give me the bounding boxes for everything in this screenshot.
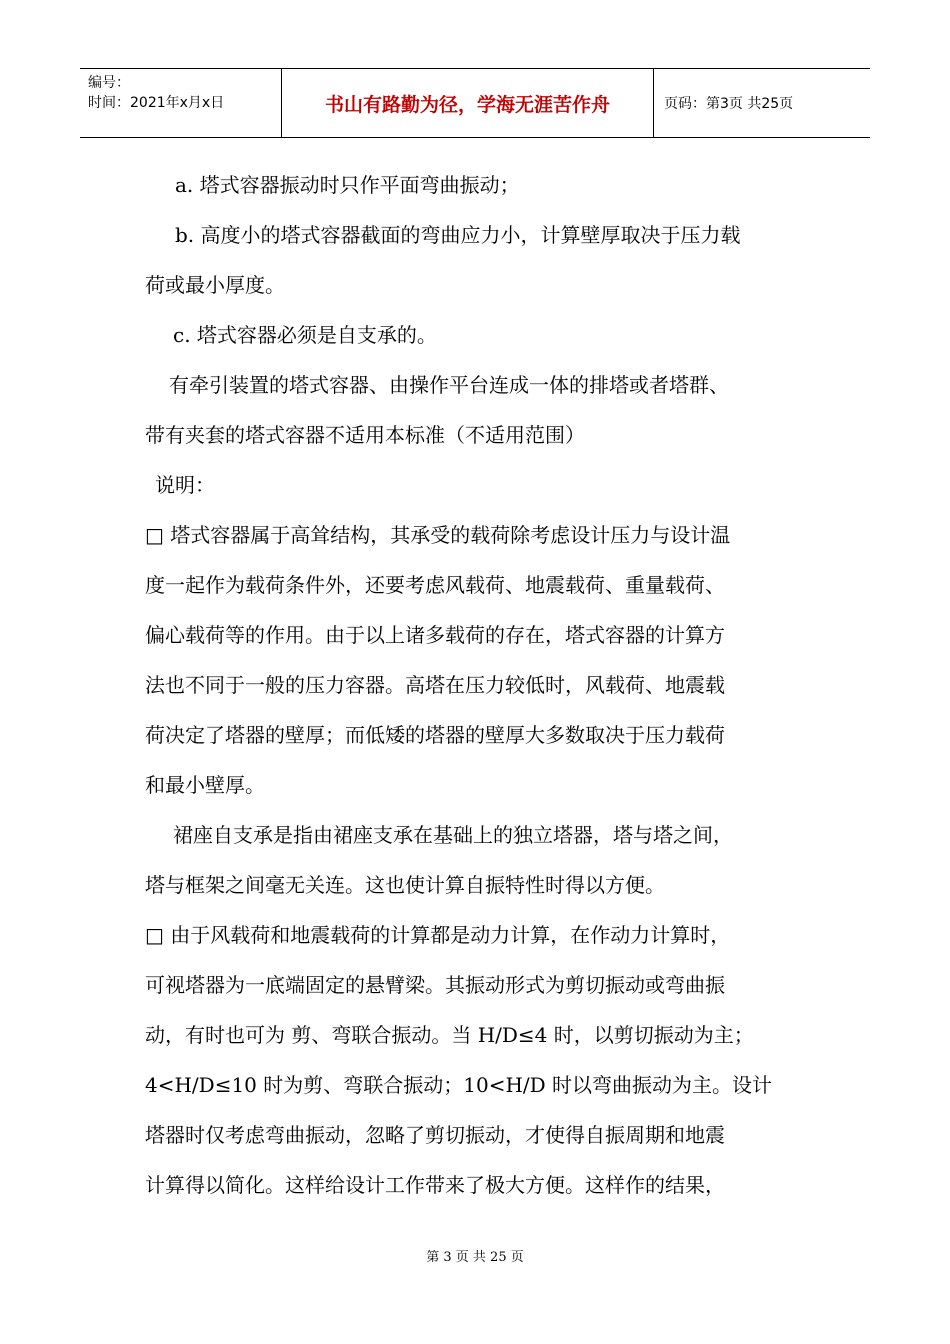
paragraph-line: 塔器时仅考虑弯曲振动，忽略了剪切振动，才使得自振周期和地震 (145, 1123, 725, 1147)
paragraph-line: □ 塔式容器属于高耸结构，其承受的载荷除考虑设计压力与设计温 (145, 523, 731, 547)
paragraph-line: 荷或最小厚度。 (145, 273, 285, 297)
paragraph-line: □ 由于风载荷和地震载荷的计算都是动力计算，在作动力计算时， (145, 923, 731, 947)
paragraph-line: 动，有时也可为 剪、弯联合振动。当 H/D≤4 时，以剪切振动为主； (145, 1023, 754, 1047)
paragraph-line: a. 塔式容器振动时只作平面弯曲振动； (175, 173, 520, 197)
paragraph-line: 带有夹套的塔式容器不适用本标准（不适用范围） (145, 423, 585, 447)
paragraph-line: 有牵引装置的塔式容器、由操作平台连成一体的排塔或者塔群、 (169, 373, 729, 397)
paragraph-line: 4<H/D≤10 时为剪、弯联合振动；10<H/D 时以弯曲振动为主。设计 (145, 1073, 773, 1097)
paragraph-line: 和最小壁厚。 (145, 773, 265, 797)
header-meta (80, 69, 282, 137)
paragraph-line: c. 塔式容器必须是自支承的。 (173, 323, 437, 347)
paragraph-line: 可视塔器为一底端固定的悬臂梁。其振动形式为剪切振动或弯曲振 (145, 973, 725, 997)
paragraph-line: 塔与框架之间毫无关连。这也使计算自振特性时得以方便。 (145, 873, 665, 897)
page-footer: 第 3 页 共 25 页 (426, 1250, 524, 1265)
paragraph-line: 法也不同于一般的压力容器。高塔在压力较低时，风载荷、地震载 (145, 673, 725, 697)
paragraph-line: b. 高度小的塔式容器截面的弯曲应力小，计算壁厚取决于压力载 (175, 223, 741, 247)
document-body (145, 160, 815, 1210)
time-label: 时间：2021年x月x日 (88, 95, 225, 111)
page-header (80, 68, 870, 138)
number-label: 编号： (88, 75, 130, 91)
paragraph-line: 计算得以简化。这样给设计工作带来了极大方便。这样作的结果， (145, 1173, 725, 1197)
paragraph-line: 裙座自支承是指由裙座支承在基础上的独立塔器，塔与塔之间， (173, 823, 733, 847)
header-page-info: 页码：第3页 共25页 (664, 96, 794, 112)
paragraph-line: 偏心载荷等的作用。由于以上诸多载荷的存在，塔式容器的计算方 (145, 623, 725, 647)
header-motto: 书山有路勤为径，学海无涯苦作舟 (282, 69, 654, 137)
paragraph-line: 度一起作为载荷条件外，还要考虑风载荷、地震载荷、重量载荷、 (145, 573, 725, 597)
paragraph-line: 荷决定了塔器的壁厚；而低矮的塔器的壁厚大多数取决于压力载荷 (145, 723, 725, 747)
paragraph-line: 说明： (155, 473, 215, 497)
